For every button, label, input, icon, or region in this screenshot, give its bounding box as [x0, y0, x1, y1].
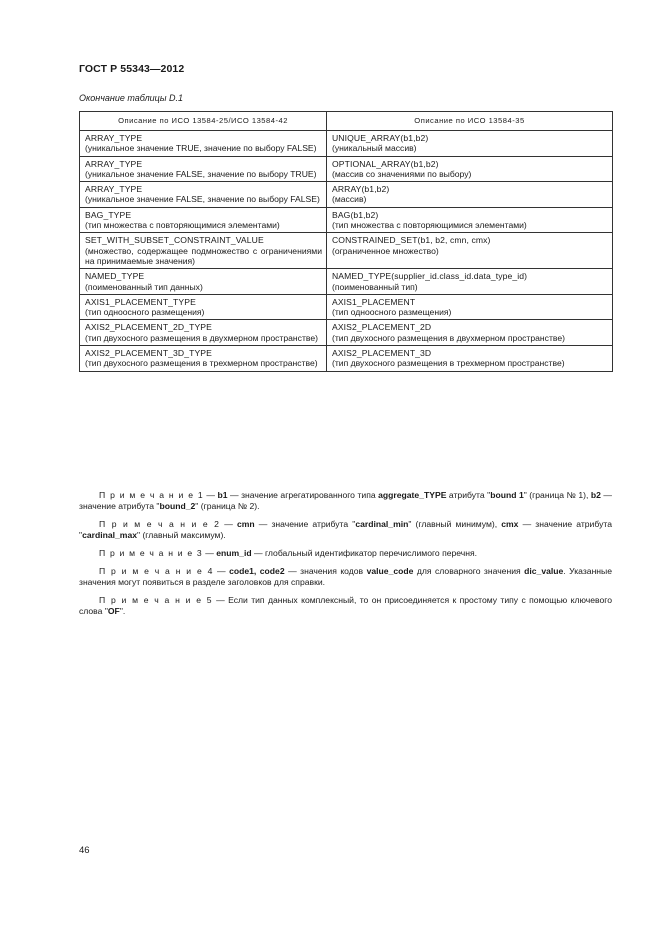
table-caption: Окончание таблицы D.1 [79, 93, 183, 103]
column-header-iso-13584-35: Описание по ИСО 13584-35 [327, 112, 613, 131]
note-3 [79, 548, 612, 559]
table-cell-iso-13584-35 [327, 207, 613, 233]
table-row [80, 294, 613, 320]
table-cell-iso-13584-35 [327, 346, 613, 372]
table-row [80, 156, 613, 182]
note-term: b2 [590, 490, 601, 500]
note-term: cmn [236, 519, 255, 529]
page-number: 46 [79, 845, 90, 856]
note-text: — значение атрибута " [79, 519, 613, 540]
cell-description: (тип множества с повторяющимися элементами) [332, 220, 527, 231]
cell-code: BAG(b1,b2) [332, 209, 379, 220]
note-label: П р и м е ч а н и е 4 [99, 566, 214, 576]
note-text: — значение агрегатированного типа [227, 490, 379, 500]
table-cell-iso-13584-25-42 [80, 320, 327, 346]
table-row [80, 182, 613, 208]
cell-description: (ограниченное множество) [332, 245, 439, 256]
note-label: П р и м е ч а н и е 3 [99, 548, 203, 558]
cell-code: AXIS1_PLACEMENT [332, 296, 416, 307]
note-text: — значение атрибута " [254, 519, 356, 529]
note-term: dic_value [524, 566, 564, 576]
note-text: — [203, 490, 218, 500]
table-body [80, 131, 613, 372]
table-row [80, 233, 613, 269]
cell-description: (тип двухосного размещения в двухмерном пространстве) [332, 332, 565, 343]
notes-section [79, 490, 612, 624]
cell-code: CONSTRAINED_SET(b1, b2, cmn, cmx) [332, 235, 491, 246]
cell-description: (поименованный тип данных) [85, 281, 203, 292]
mapping-table [79, 111, 613, 372]
cell-description: (тип двухосного размещения в трехмерном пространстве) [332, 358, 565, 369]
note-4 [79, 566, 612, 588]
table-row [80, 320, 613, 346]
table-cell-iso-13584-25-42 [80, 131, 327, 157]
cell-description: (множество, содержащее подмножество с ограничениями на принимаемые значения) [85, 245, 322, 266]
table-cell-iso-13584-25-42 [80, 269, 327, 295]
cell-code: AXIS2_PLACEMENT_3D_TYPE [85, 348, 212, 359]
cell-code: SET_WITH_SUBSET_CONSTRAINT_VALUE [85, 235, 264, 246]
cell-description: (поименованный тип) [332, 281, 418, 292]
note-term: value_code [366, 566, 414, 576]
table-cell-iso-13584-35 [327, 233, 613, 269]
note-term: code1, code2 [229, 566, 285, 576]
table-row [80, 346, 613, 372]
table-cell-iso-13584-25-42 [80, 207, 327, 233]
cell-code: AXIS2_PLACEMENT_2D_TYPE [85, 322, 212, 333]
table-cell-iso-13584-25-42 [80, 156, 327, 182]
note-text: — [202, 548, 217, 558]
note-text: — глобальный идентификатор перечислимого перечня. [251, 548, 478, 558]
cell-code: OPTIONAL_ARRAY(b1,b2) [332, 158, 439, 169]
note-label: П р и м е ч а н и е 2 [99, 519, 221, 529]
note-term: enum_id [216, 548, 252, 558]
cell-description: (тип двухосного размещения в двухмерном пространстве) [85, 332, 318, 343]
table-cell-iso-13584-25-42 [80, 182, 327, 208]
note-text: — значения кодов [284, 566, 367, 576]
table-cell-iso-13584-35 [327, 294, 613, 320]
note-term: cmx [501, 519, 519, 529]
note-text: — [220, 519, 237, 529]
note-text: " (главный максимум). [137, 530, 226, 540]
note-text: атрибута " [446, 490, 491, 500]
note-text: " (граница № 2). [195, 501, 260, 511]
cell-description: (тип одноосного размещения) [332, 307, 452, 318]
note-text: ". [119, 606, 126, 616]
note-text: — значение атрибута " [79, 490, 613, 511]
note-label: П р и м е ч а н и е 5 [99, 595, 213, 605]
note-1 [79, 490, 612, 512]
note-term: bound 1 [490, 490, 524, 500]
table-cell-iso-13584-35 [327, 156, 613, 182]
note-2 [79, 519, 612, 541]
note-term: aggregate_TYPE [378, 490, 447, 500]
note-term: b1 [217, 490, 228, 500]
note-text: " (главный минимум), [408, 519, 502, 529]
table-cell-iso-13584-35 [327, 269, 613, 295]
cell-code: AXIS2_PLACEMENT_3D [332, 348, 432, 359]
table-row [80, 131, 613, 157]
cell-code: NAMED_TYPE [85, 271, 145, 282]
cell-code: ARRAY_TYPE [85, 184, 143, 195]
table-header-row [80, 112, 613, 131]
cell-description: (массив со значениями по выбору) [332, 168, 472, 179]
table-row [80, 269, 613, 295]
note-text: для словарного значения [413, 566, 525, 576]
table-row [80, 207, 613, 233]
note-text: . Указанные значения могут появиться в разделе заголовков для справки. [79, 566, 613, 587]
note-term: cardinal_max [82, 530, 137, 540]
cell-description: (тип одноосного размещения) [85, 307, 205, 318]
cell-code: BAG_TYPE [85, 209, 132, 220]
cell-code: UNIQUE_ARRAY(b1,b2) [332, 133, 429, 143]
cell-description: (массив) [332, 194, 367, 205]
cell-code: AXIS1_PLACEMENT_TYPE [85, 296, 196, 307]
cell-description: (уникальный массив) [332, 143, 417, 154]
note-label: П р и м е ч а н и е 1 [99, 490, 204, 500]
document-header: ГОСТ Р 55343—2012 [79, 63, 185, 75]
note-text: — [213, 566, 230, 576]
table-cell-iso-13584-35 [327, 320, 613, 346]
table-cell-iso-13584-35 [327, 131, 613, 157]
column-header-iso-13584-25-42: Описание по ИСО 13584-25/ИСО 13584-42 [80, 112, 327, 131]
note-text: " (граница № 1), [523, 490, 591, 500]
cell-description: (уникальное значение FALSE, значение по выбору TRUE) [85, 168, 317, 179]
cell-description: (тип двухосного размещения в трехмерном пространстве) [85, 358, 318, 369]
note-term: cardinal_min [355, 519, 409, 529]
note-term: bound_2 [159, 501, 196, 511]
note-5 [79, 595, 612, 617]
table-cell-iso-13584-35 [327, 182, 613, 208]
table-cell-iso-13584-25-42 [80, 294, 327, 320]
note-term: OF [107, 606, 120, 616]
cell-code: ARRAY(b1,b2) [332, 184, 390, 195]
cell-code: ARRAY_TYPE [85, 158, 143, 169]
cell-description: (уникальное значение TRUE, значение по выбору FALSE) [85, 143, 317, 154]
table-cell-iso-13584-25-42 [80, 346, 327, 372]
cell-code: NAMED_TYPE(supplier_id.class_id.data_type_id) [332, 271, 528, 282]
cell-description: (тип множества с повторяющимися элементами) [85, 220, 280, 231]
note-text: — Если тип данных комплексный, то он присоединяется к простому типу с помощью ключевого слова " [79, 595, 612, 616]
cell-code: ARRAY_TYPE [85, 133, 143, 143]
cell-description: (уникальное значение FALSE, значение по выбору FALSE) [85, 194, 320, 205]
table-cell-iso-13584-25-42 [80, 233, 327, 269]
cell-code: AXIS2_PLACEMENT_2D [332, 322, 432, 333]
